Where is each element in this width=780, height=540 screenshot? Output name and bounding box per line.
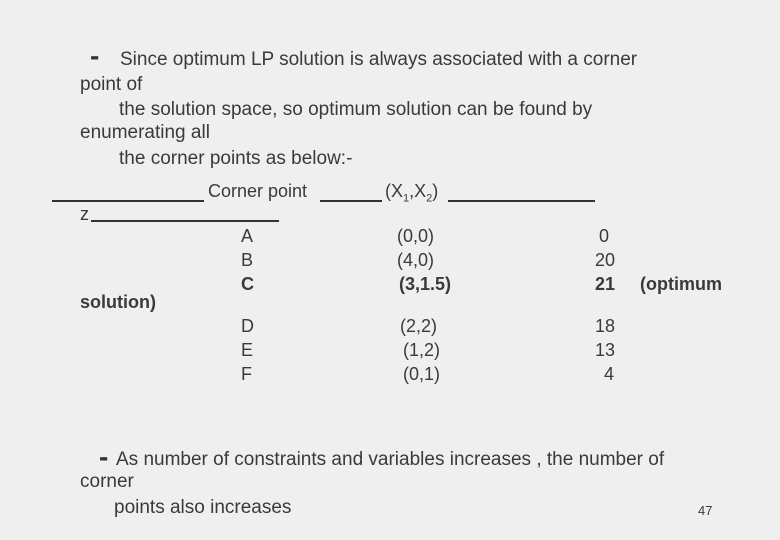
optimum-note-continuation: solution) — [80, 292, 156, 312]
bullet-dash: - — [90, 40, 100, 71]
row-e-coords: (1,2) — [403, 340, 441, 360]
header-underline-mid — [320, 200, 382, 202]
bullet-dash-2: - — [99, 441, 109, 472]
row-c-point: C — [241, 274, 254, 294]
header-z: z — [80, 204, 89, 224]
row-d-z: 18 — [595, 316, 616, 336]
row-e-z: 13 — [595, 340, 616, 360]
row-b-coords: (4,0) — [397, 250, 435, 270]
outro-line-2: corner — [80, 471, 134, 492]
row-c-z: 21 — [595, 274, 616, 294]
intro-line-5: the corner points as below:- — [119, 148, 353, 169]
outro-line-3: points also increases — [114, 497, 292, 518]
header-underline-right — [448, 200, 595, 202]
row-c-coords: (3,1.5) — [399, 274, 452, 294]
row-f-z: 4 — [604, 364, 615, 384]
intro-line-3: the solution space, so optimum solution can be found by — [119, 99, 593, 120]
header-coords: $(X_1,X_2)$ — [385, 181, 439, 205]
header-corner-point: Corner point — [208, 181, 308, 201]
outro-line-1: As number of constraints and variables increases , the number of — [116, 449, 665, 470]
row-e-point: E — [241, 340, 254, 360]
row-f-coords: (0,1) — [403, 364, 441, 384]
header-underline-z — [91, 220, 279, 222]
row-f-point: F — [241, 364, 252, 384]
row-b-z: 20 — [595, 250, 616, 270]
row-a-point: A — [241, 226, 254, 246]
row-a-coords: (0,0) — [397, 226, 435, 246]
row-c-note: (optimum — [640, 274, 722, 294]
row-d-coords: (2,2) — [400, 316, 438, 336]
page-number: 47 — [698, 503, 713, 518]
row-d-point: D — [241, 316, 254, 336]
row-b-point: B — [241, 250, 254, 270]
intro-line-1: Since optimum LP solution is always associated with a corner — [120, 49, 638, 70]
header-underline-left — [52, 200, 204, 202]
intro-line-4: enumerating all — [80, 122, 210, 143]
row-a-z: 0 — [599, 226, 610, 246]
intro-line-2: point of — [80, 74, 143, 95]
